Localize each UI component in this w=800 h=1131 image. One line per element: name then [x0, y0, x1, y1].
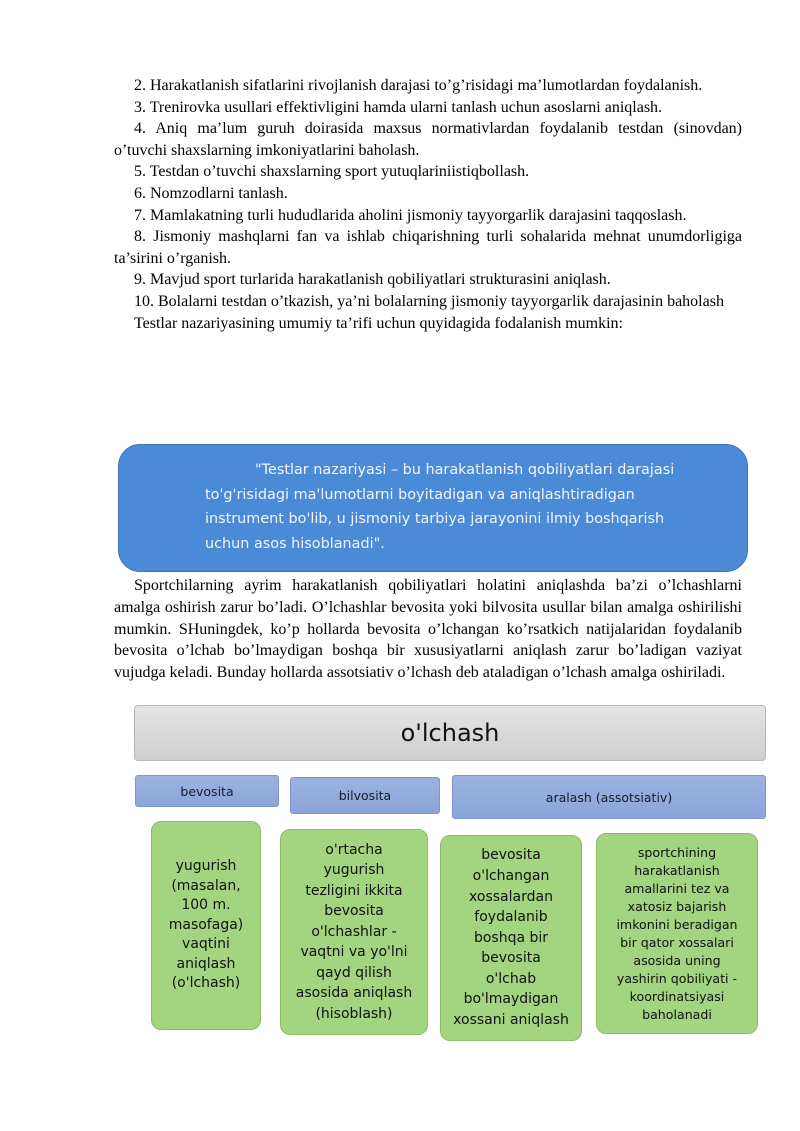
card-text: yugurish (masalan, 100 m. masofaga) vaqtini aniqlash (o'lchash) — [168, 858, 244, 992]
category-indirect: bilvosita — [290, 777, 440, 814]
definition-quote-box — [118, 444, 748, 572]
list-item: 8. Jismoniy mashqlarni fan va ishlab chiqarishning turli sohalarida mehnat unumdorligiga ta’sirini o’rganish. — [114, 228, 742, 267]
diagram-title: o'lchash — [134, 705, 766, 761]
list-item: 6. Nomzodlarni tanlash. — [134, 184, 288, 202]
list-item: 7. Mamlakatning turli hududlarida aholini jismoniy tayyorgarlik darajasini taqqoslash. — [134, 206, 687, 224]
body-paragraph-container — [114, 575, 742, 684]
card-associative-example — [596, 833, 758, 1034]
numbered-list — [114, 75, 742, 334]
definition-quote: "Testlar nazariyasi – bu harakatlanish qobiliyatlari darajasi to'g'risidagi ma'lumotlarni boyitadigan va aniqlashtiradigan instrument bo'lib, u jismoniy tarbiya jarayonini ilmiy boshqarish uchun asos hisoblanadi". — [205, 462, 675, 552]
list-item: 4. Aniq ma’lum guruh doirasida maxsus normativlardan foydalanib testdan (sinovdan) o’tuvchi shaxslarning imkoniyatlarini baholash. — [114, 120, 742, 159]
category-associative: aralash (assotsiativ) — [452, 775, 766, 819]
card-direct-example — [151, 821, 261, 1030]
body-paragraph: Sportchilarning ayrim harakatlanish qobiliyatlari holatini aniqlashda ba’zi o’lchashlarni amalga oshirish zarur bo’ladi. O’lchashlar bevosita yoki bilvosita usullar bilan amalga oshirilishi mumkin. SHuningdek, ko’p hollarda bevosita o’lchangan ko’rsatkich natijalaridan foydalanib bevosita o’lchab bo’lmaydigan boshqa bir xususiyatlarni aniqlash zarur bo’ladigan vaziyat vujudga keladi. Bunday hollarda assotsiativ o’lchash deb ataladigan o’lchash amalga oshiriladi. — [114, 577, 742, 682]
list-item: 10. Bolalarni testdan o’tkazish, ya’ni bolalarning jismoniy tayyorgarlik darajasinin baholash — [134, 292, 724, 310]
card-associative-definition — [440, 835, 582, 1041]
card-text: sportchining harakatlanish amallarini tez va xatosiz bajarish imkonini beradigan bir qator xossalari asosida uning yashirin qobiliyati - koordinatsiyasi baholanadi — [616, 844, 738, 1022]
list-item: 5. Testdan o’tuvchi shaxslarning sport yutuqlariniistiqbollash. — [134, 163, 530, 181]
list-item: 9. Mavjud sport turlarida harakatlanish qobiliyatlari strukturasini aniqlash. — [134, 271, 611, 289]
list-item: 2. Harakatlanish sifatlarini rivojlanish darajasi to’g’risidagi ma’lumotlardan foydalanish. — [134, 77, 703, 94]
category-direct: bevosita — [135, 775, 279, 807]
card-text: o'rtacha yugurish tezligini ikkita bevosita o'lchashlar - vaqtni va yo'lni qayd qilish asosida aniqlash (hisoblash) — [295, 841, 413, 1022]
card-text: bevosita o'lchangan xossalardan foydalanib boshqa bir bevosita o'lchab bo'lmaydigan xossani aniqlash — [453, 847, 569, 1029]
card-indirect-example — [280, 829, 428, 1035]
list-item: 3. Trenirovka usullari effektivligini hamda ularni tanlash uchun asoslarni aniqlash. — [134, 98, 663, 116]
intro-line: Testlar nazariyasining umumiy ta’rifi uchun quyidagida fodalanish mumkin: — [134, 314, 623, 332]
